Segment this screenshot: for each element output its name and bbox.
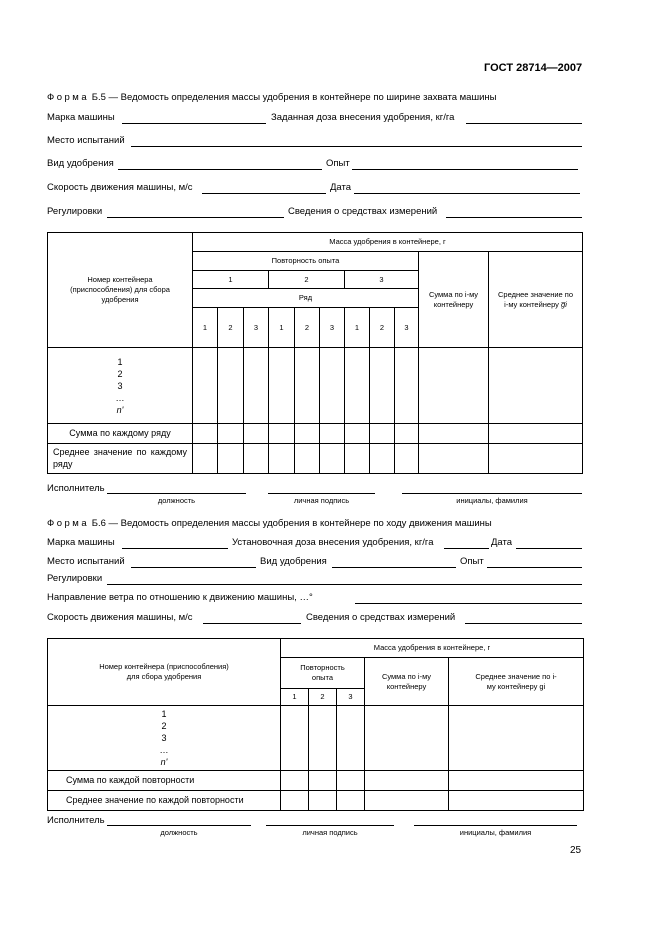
form6-repeat-header: Повторность опыта	[281, 658, 365, 689]
form5-cell[interactable]	[370, 348, 395, 424]
form5-signature-caption: личная подпись	[293, 496, 350, 505]
form6-fert-field[interactable]	[332, 567, 456, 568]
form5-avg-symbol: g̅i	[561, 299, 567, 309]
form5-cell[interactable]	[244, 348, 269, 424]
form6-number-list	[48, 706, 281, 771]
form6-title-text: Б.6 — Ведомость определения массы удобрения в контейнере по ходу движения машины	[91, 518, 492, 529]
form5-cell[interactable]	[345, 424, 370, 444]
form6-fert-label: Вид удобрения	[260, 556, 327, 567]
form6-mass-header: Масса удобрения в контейнере, г	[281, 639, 584, 658]
form6-name-caption: инициалы, фамилия	[459, 828, 532, 837]
form6-signature-line[interactable]	[266, 825, 394, 826]
form5-trial-label: Опыт	[326, 158, 350, 169]
form6-date-field[interactable]	[516, 548, 582, 549]
form6-cell[interactable]	[281, 771, 309, 791]
form5-cell[interactable]	[218, 424, 244, 444]
form5-cell[interactable]	[419, 444, 489, 474]
form6-num-1: 1	[161, 709, 167, 719]
form6-dose-label: Установочная доза внесения удобрения, кг/га	[232, 537, 434, 548]
form6-trial-field[interactable]	[487, 567, 582, 568]
form5-row-3: 3	[244, 308, 269, 348]
form5-cell[interactable]	[419, 424, 489, 444]
form6-position-line[interactable]	[107, 825, 251, 826]
form6-brand-label: Марка машины	[47, 537, 115, 548]
form5-speed-field[interactable]	[202, 193, 326, 194]
form5-row-5: 2	[295, 308, 320, 348]
form6-adjust-field[interactable]	[107, 584, 582, 585]
form5-repeat-1: 1	[193, 271, 269, 289]
form6-word: Форма	[47, 518, 90, 529]
form5-dose-field[interactable]	[466, 123, 582, 124]
form6-num-n: n'	[160, 757, 168, 767]
form5-fert-label: Вид удобрения	[47, 158, 114, 169]
form6-cell[interactable]	[281, 791, 309, 811]
form6-repeat-1: 1	[281, 689, 309, 706]
form6-cell[interactable]	[365, 706, 449, 771]
form5-row-header: Ряд	[193, 289, 419, 308]
form5-cell[interactable]	[395, 348, 419, 424]
page-number: 25	[570, 845, 582, 856]
form6-wind-field[interactable]	[355, 603, 582, 604]
form5-sum-col: Сумма по i-му контейнеру	[419, 252, 489, 348]
form5-mass-header: Масса удобрения в контейнере, г	[193, 233, 583, 252]
form6-cell[interactable]	[365, 791, 449, 811]
form6-col-container: Номер контейнера (приспособления) для сбора удобрения	[48, 639, 281, 706]
form5-title	[47, 92, 496, 103]
form6-avg-row: Среднее значение по каждой повторности	[48, 791, 281, 811]
form6-table	[47, 638, 584, 811]
form5-cell[interactable]	[193, 444, 218, 474]
form6-place-label: Место испытаний	[47, 556, 125, 567]
form5-cell[interactable]	[345, 444, 370, 474]
form5-instr-field[interactable]	[446, 217, 582, 218]
form5-row-6: 3	[320, 308, 345, 348]
form6-speed-field[interactable]	[203, 623, 301, 624]
form6-title	[47, 518, 492, 529]
form5-row-9: 3	[395, 308, 419, 348]
form6-avg-col: Среднее значение по i-му контейнеру gi	[449, 658, 584, 706]
form6-cell[interactable]	[337, 771, 365, 791]
form5-title-text: Б.5 — Ведомость определения массы удобрения в контейнере по ширине захвата машины	[91, 92, 497, 103]
form5-cell[interactable]	[489, 348, 583, 424]
form6-cell[interactable]	[365, 771, 449, 791]
form5-date-label: Дата	[330, 182, 352, 193]
form5-trial-field[interactable]	[352, 169, 578, 170]
form5-col-container: Номер контейнера (приспособления) для сбора удобрения	[48, 233, 193, 348]
form5-cell[interactable]	[295, 424, 320, 444]
form5-cell[interactable]	[320, 348, 345, 424]
form6-signature-caption: личная подпись	[302, 828, 358, 837]
form5-name-caption: инициалы, фамилия	[456, 496, 528, 505]
form5-sum-row: Сумма по каждому ряду	[48, 424, 193, 444]
form6-date-label: Дата	[491, 537, 513, 548]
form6-executor-label: Исполнитель	[47, 815, 105, 826]
form5-position-caption: должность	[157, 496, 196, 505]
form5-signature-line[interactable]	[268, 493, 375, 494]
form6-repeat-3: 3	[337, 689, 365, 706]
form6-trial-label: Опыт	[460, 556, 484, 567]
form5-speed-label: Скорость движения машины, м/с	[47, 182, 193, 193]
form5-cell[interactable]	[489, 444, 583, 474]
form5-cell[interactable]	[218, 348, 244, 424]
form6-instr-label: Сведения о средствах измерений	[306, 612, 456, 623]
form6-cell[interactable]	[281, 706, 309, 771]
form5-dose-label: Заданная доза внесения удобрения, кг/га	[271, 112, 455, 123]
form5-row-4: 1	[269, 308, 295, 348]
form5-row-1: 1	[193, 308, 218, 348]
form5-cell[interactable]	[295, 444, 320, 474]
form5-date-field[interactable]	[354, 193, 580, 194]
form6-dose-field[interactable]	[444, 548, 489, 549]
form6-cell[interactable]	[337, 706, 365, 771]
form6-cell[interactable]	[449, 791, 584, 811]
form5-fert-field[interactable]	[118, 169, 322, 170]
form5-brand-field[interactable]	[122, 123, 266, 124]
form5-repeat-3: 3	[345, 271, 419, 289]
form5-cell[interactable]	[295, 348, 320, 424]
form5-brand-label: Марка машины	[47, 112, 115, 123]
form5-adjust-field[interactable]	[107, 217, 284, 218]
form5-cell[interactable]	[193, 424, 218, 444]
form6-place-field[interactable]	[131, 567, 256, 568]
form6-cell[interactable]	[309, 791, 337, 811]
form5-cell[interactable]	[370, 444, 395, 474]
form5-place-label: Место испытаний	[47, 135, 125, 146]
form5-avg-col-text: Среднее значение по i-му контейнеру	[498, 289, 574, 309]
form5-cell[interactable]	[218, 444, 244, 474]
form6-cell[interactable]	[309, 771, 337, 791]
form6-name-line[interactable]	[414, 825, 577, 826]
form5-row-7: 1	[345, 308, 370, 348]
form5-executor-label: Исполнитель	[47, 483, 105, 494]
form5-avg-row: Среднее значение по каждому ряду	[48, 444, 193, 474]
form5-repeat-header: Повторность опыта	[193, 252, 419, 271]
form5-number-list	[48, 348, 193, 424]
form5-cell[interactable]	[320, 424, 345, 444]
form5-position-line[interactable]	[107, 493, 246, 494]
form6-sum-row: Сумма по каждой повторности	[48, 771, 281, 791]
form5-cell[interactable]	[370, 424, 395, 444]
form5-num-dots: …	[115, 392, 125, 403]
form6-num-3: 3	[161, 733, 167, 743]
form5-adjust-label: Регулировки	[47, 206, 103, 217]
form5-row-2: 2	[218, 308, 244, 348]
form6-num-dots: …	[159, 745, 169, 755]
form5-cell[interactable]	[193, 348, 218, 424]
form5-cell[interactable]	[489, 424, 583, 444]
form5-place-field[interactable]	[131, 146, 582, 147]
form5-num-2: 2	[117, 368, 123, 379]
form6-position-caption: должность	[160, 828, 198, 837]
form5-cell[interactable]	[269, 444, 295, 474]
form6-sum-col: Сумма по i-му контейнеру	[365, 658, 449, 706]
standard-code: ГОСТ 28714—2007	[484, 62, 583, 74]
form5-name-line[interactable]	[402, 493, 582, 494]
form5-num-3: 3	[117, 380, 123, 391]
form5-cell[interactable]	[269, 424, 295, 444]
form5-cell[interactable]	[345, 348, 370, 424]
form5-num-n: n'	[116, 404, 124, 415]
form6-cell[interactable]	[337, 791, 365, 811]
form5-cell[interactable]	[244, 444, 269, 474]
form6-repeat-2: 2	[309, 689, 337, 706]
form5-row-8: 2	[370, 308, 395, 348]
form5-cell[interactable]	[320, 444, 345, 474]
form5-num-1: 1	[117, 356, 123, 367]
form5-cell[interactable]	[419, 348, 489, 424]
form5-cell[interactable]	[395, 424, 419, 444]
form5-repeat-2: 2	[269, 271, 345, 289]
form6-speed-label: Скорость движения машины, м/с	[47, 612, 193, 623]
form5-avg-col	[489, 252, 583, 348]
form6-cell[interactable]	[449, 706, 584, 771]
form6-cell[interactable]	[449, 771, 584, 791]
form5-word: Форма	[47, 92, 90, 103]
form5-cell[interactable]	[395, 444, 419, 474]
form6-instr-field[interactable]	[465, 623, 582, 624]
form6-cell[interactable]	[309, 706, 337, 771]
form6-adjust-label: Регулировки	[47, 573, 103, 584]
form6-num-2: 2	[161, 721, 167, 731]
form6-brand-field[interactable]	[122, 548, 228, 549]
form6-wind-label: Направление ветра по отношению к движению машины, …°	[47, 592, 313, 603]
form5-cell[interactable]	[244, 424, 269, 444]
form5-cell[interactable]	[269, 348, 295, 424]
form5-table	[47, 232, 583, 474]
form5-instr-label: Сведения о средствах измерений	[288, 206, 438, 217]
